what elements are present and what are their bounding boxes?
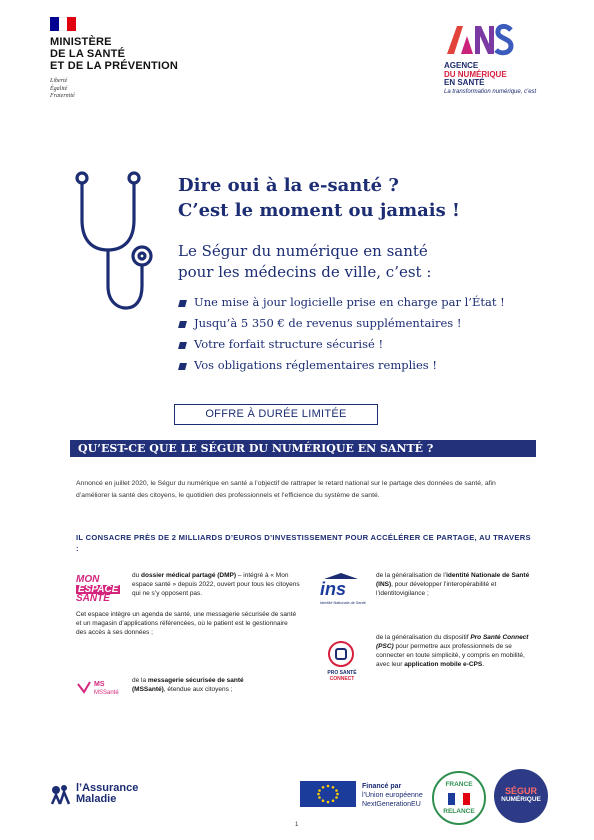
intro-paragraph: Annoncé en juillet 2020, le Ségur du numérique en santé a l’objectif de rattraper le retard national sur le partage des données de santé, afin d’améliorer la santé des citoyens, le quotidien des professionnels et l’efficience du système de santé. [76,480,496,499]
list-item: Votre forfait structure sécurisé ! [178,334,505,355]
pro-sante-connect-logo-icon: PRO SANTÉ CONNECT [320,641,364,685]
list-item: Une mise à jour logicielle prise en charge par l’État ! [178,292,505,313]
psc-text: de la généralisation du dispositif Pro Santé Connect (PSC) pour permettre aux professionnels de se connecter en toute simplicité, y compris en mobilité, avec leur application mobile e-CPS. [376,634,529,668]
ins-text: de la généralisation de l’identité Nationale de Santé (INS), pour développer l’interopérabilité et l’identitovigilance ; [376,572,530,597]
france-relance-logo: FRANCE RELANCE [432,771,486,825]
svg-text:MSSanté: MSSanté [94,690,119,696]
ins-logo-icon: ins Identité Nationale de Santé [320,573,362,613]
section-title: QU’EST-CE QUE LE SÉGUR DU NUMÉRIQUE EN SANTÉ ? [78,442,434,455]
mssante-logo-icon [76,676,120,698]
hero-subtitle: Le Ségur du numérique en santé pour les médecins de ville, c’est : [178,242,432,281]
mon-espace-sante-logo: MON ESPACE SANTÉ [76,574,119,604]
benefits-list [178,292,505,376]
republic-motto: Liberté Égalité Fraternité [50,78,75,99]
assurance-maladie-logo: l’Assurance Maladie [48,782,138,806]
hero-title: Dire oui à la e-santé ? C’est le moment ou jamais ! [178,175,460,221]
svg-text:MS: MS [94,681,105,688]
ans-tagline: La transformation numérique, c'est [444,89,537,95]
stethoscope-icon [74,168,164,313]
eu-flag-icon [300,781,356,807]
ministry-name: MINISTÈRE DE LA SANTÉ ET DE LA PRÉVENTION [50,36,179,72]
dmp-text: du dossier médical partagé (DMP) – intégré à « Mon espace santé » depuis 2022, ouvert pour tous les citoyens qui ne s’y opposent pas. [132,572,300,597]
list-item: Jusqu’à 5 350 € de revenus supplémentaires ! [178,313,505,334]
ans-logo-icon [445,22,515,56]
mss-text: de la messagerie sécurisée de santé (MSSanté), étendue aux citoyens ; [132,677,244,693]
dmp-detail: Cet espace intègre un agenda de santé, une messagerie sécurisée de santé et un magasin d’applications référencées, où le patient est le gestionnaire des accès à ses données ; [76,611,297,636]
marianne-flag-icon [50,17,76,31]
segur-numerique-logo: SÉGUR NUMÉRIQUE [494,769,548,823]
list-item: Vos obligations réglementaires remplies ! [178,355,505,376]
eu-funding-text: Financé par l’Union européenne NextGenerationEU [362,783,423,808]
assurance-maladie-icon [48,782,72,806]
limited-offer-box: OFFRE À DURÉE LIMITÉE [174,404,378,425]
ans-name: AGENCE DU NUMÉRIQUE EN SANTÉ [444,61,507,87]
investment-subheading: IL CONSACRE PRÈS DE 2 MILLIARDS D’EUROS D’INVESTISSEMENT POUR ACCÉLÉRER CE PARTAGE, AU TRAVERS : [76,533,531,553]
page-number: 1 [295,822,299,828]
